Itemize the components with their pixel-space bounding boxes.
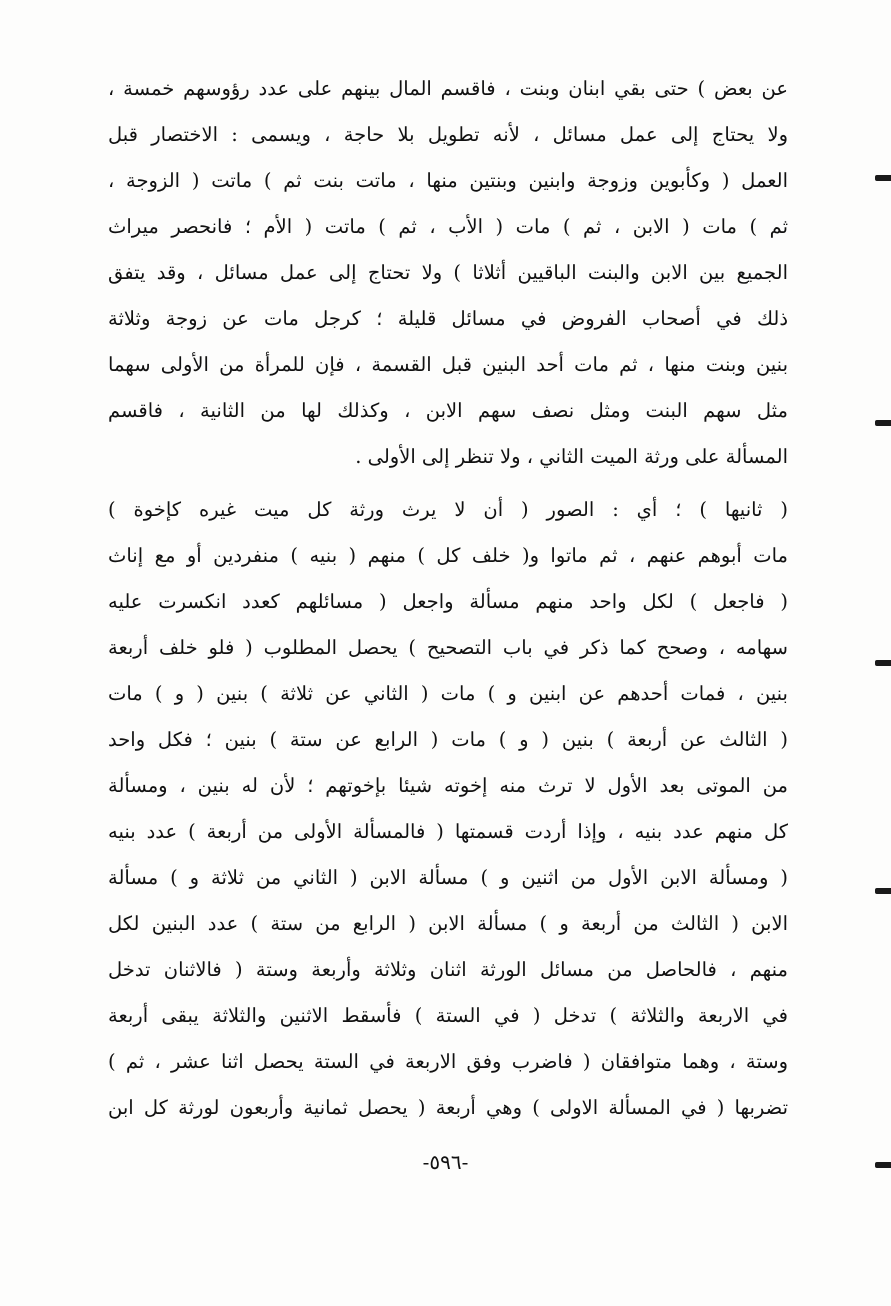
text-line: كل منهم عدد بنيه ، وإذا أردت قسمتها ( فالمسألة الأولى من أربعة ) عدد بنيه xyxy=(108,820,788,843)
text-line: الابن ( الثالث من أربعة و ) مسألة الابن ( الرابع من ستة ) عدد البنين لكل xyxy=(108,912,788,935)
text-line: سهامه ، وصحح كما ذكر في باب التصحيح ) يحصل المطلوب ( فلو خلف أربعة xyxy=(108,636,788,659)
paragraph-2 xyxy=(108,487,788,1131)
text-line: العمل ( وكأبوين وزوجة وابنين وبنتين منها ، ماتت بنت ثم ) ماتت ( الزوجة ، xyxy=(108,169,788,192)
text-line: ( ثانيها ) ؛ أي : الصور ( أن لا يرث ورثة كل ميت غيره كإخوة ) xyxy=(108,498,788,521)
text-line: الجميع بين الابن والبنت الباقيين أثلاثا ) ولا تحتاج إلى عمل مسائل ، وقد يتفق xyxy=(108,261,788,284)
text-line: عن بعض ) حتى بقي ابنان وبنت ، فاقسم المال بينهم على عدد رؤوسهم خمسة ، xyxy=(108,77,788,100)
text-line: ولا يحتاج إلى عمل مسائل ، لأنه تطويل بلا حاجة ، ويسمى : الاختصار قبل xyxy=(108,123,788,146)
text-line: ثم ) مات ( الابن ، ثم ) مات ( الأب ، ثم ) ماتت ( الأم ؛ فانحصر ميراث xyxy=(108,215,788,238)
text-line: بنين وبنت منها ، ثم مات أحد البنين قبل القسمة ، فإن للمرأة من الأولى سهما xyxy=(108,353,788,376)
binding-edge-mark xyxy=(875,420,891,426)
text-line: وستة ، وهما متوافقان ( فاضرب وفق الاربعة في الستة يحصل اثنا عشر ، ثم ) xyxy=(108,1050,788,1073)
binding-edge-mark xyxy=(875,1162,891,1168)
binding-edge-mark xyxy=(875,660,891,666)
text-line: ( الثالث عن أربعة ) بنين ( و ) مات ( الرابع عن ستة ) بنين ؛ فكل واحد xyxy=(108,728,788,751)
text-line: من الموتى بعد الأول لا ترث منه إخوته شيئا بإخوتهم ؛ لأن له بنين ، ومسألة xyxy=(108,774,788,797)
text-line: تضربها ( في المسألة الاولى ) وهي أربعة ( يحصل ثمانية وأربعون لورثة كل ابن xyxy=(108,1096,788,1119)
binding-edge-mark xyxy=(875,175,891,181)
text-line: منهم ، فالحاصل من مسائل الورثة اثنان وثلاثة وأربعة وستة ( فالاثنان تدخل xyxy=(108,958,788,981)
text-line: بنين ، فمات أحدهم عن ابنين و ) مات ( الثاني عن ثلاثة ) بنين ( و ) مات xyxy=(108,682,788,705)
binding-edge-mark xyxy=(875,888,891,894)
paragraph-1 xyxy=(108,66,788,480)
text-line: مثل سهم البنت ومثل نصف سهم الابن ، وكذلك لها من الثانية ، فاقسم xyxy=(108,399,788,422)
text-line: في الاربعة والثلاثة ) تدخل ( في الستة ) فأسقط الاثنين والثلاثة يبقى أربعة xyxy=(108,1004,788,1027)
text-line: مات أبوهم عنهم ، ثم ماتوا و( خلف كل ) منهم ( بنيه ) منفردين أو مع إناث xyxy=(108,544,788,567)
page-number: -٥٩٦- xyxy=(422,1150,469,1174)
text-line: ( فاجعل ) لكل واحد منهم مسألة واجعل ( مسائلهم كعدد انكسرت عليه xyxy=(108,590,788,613)
text-line: ( ومسألة الابن الأول من اثنين و ) مسألة الابن ( الثاني من ثلاثة و ) مسألة xyxy=(108,866,788,889)
text-line: المسألة على ورثة الميت الثاني ، ولا تنظر إلى الأولى . xyxy=(355,445,788,468)
text-line: ذلك في أصحاب الفروض في مسائل قليلة ؛ كرجل مات عن زوجة وثلاثة xyxy=(108,307,788,330)
